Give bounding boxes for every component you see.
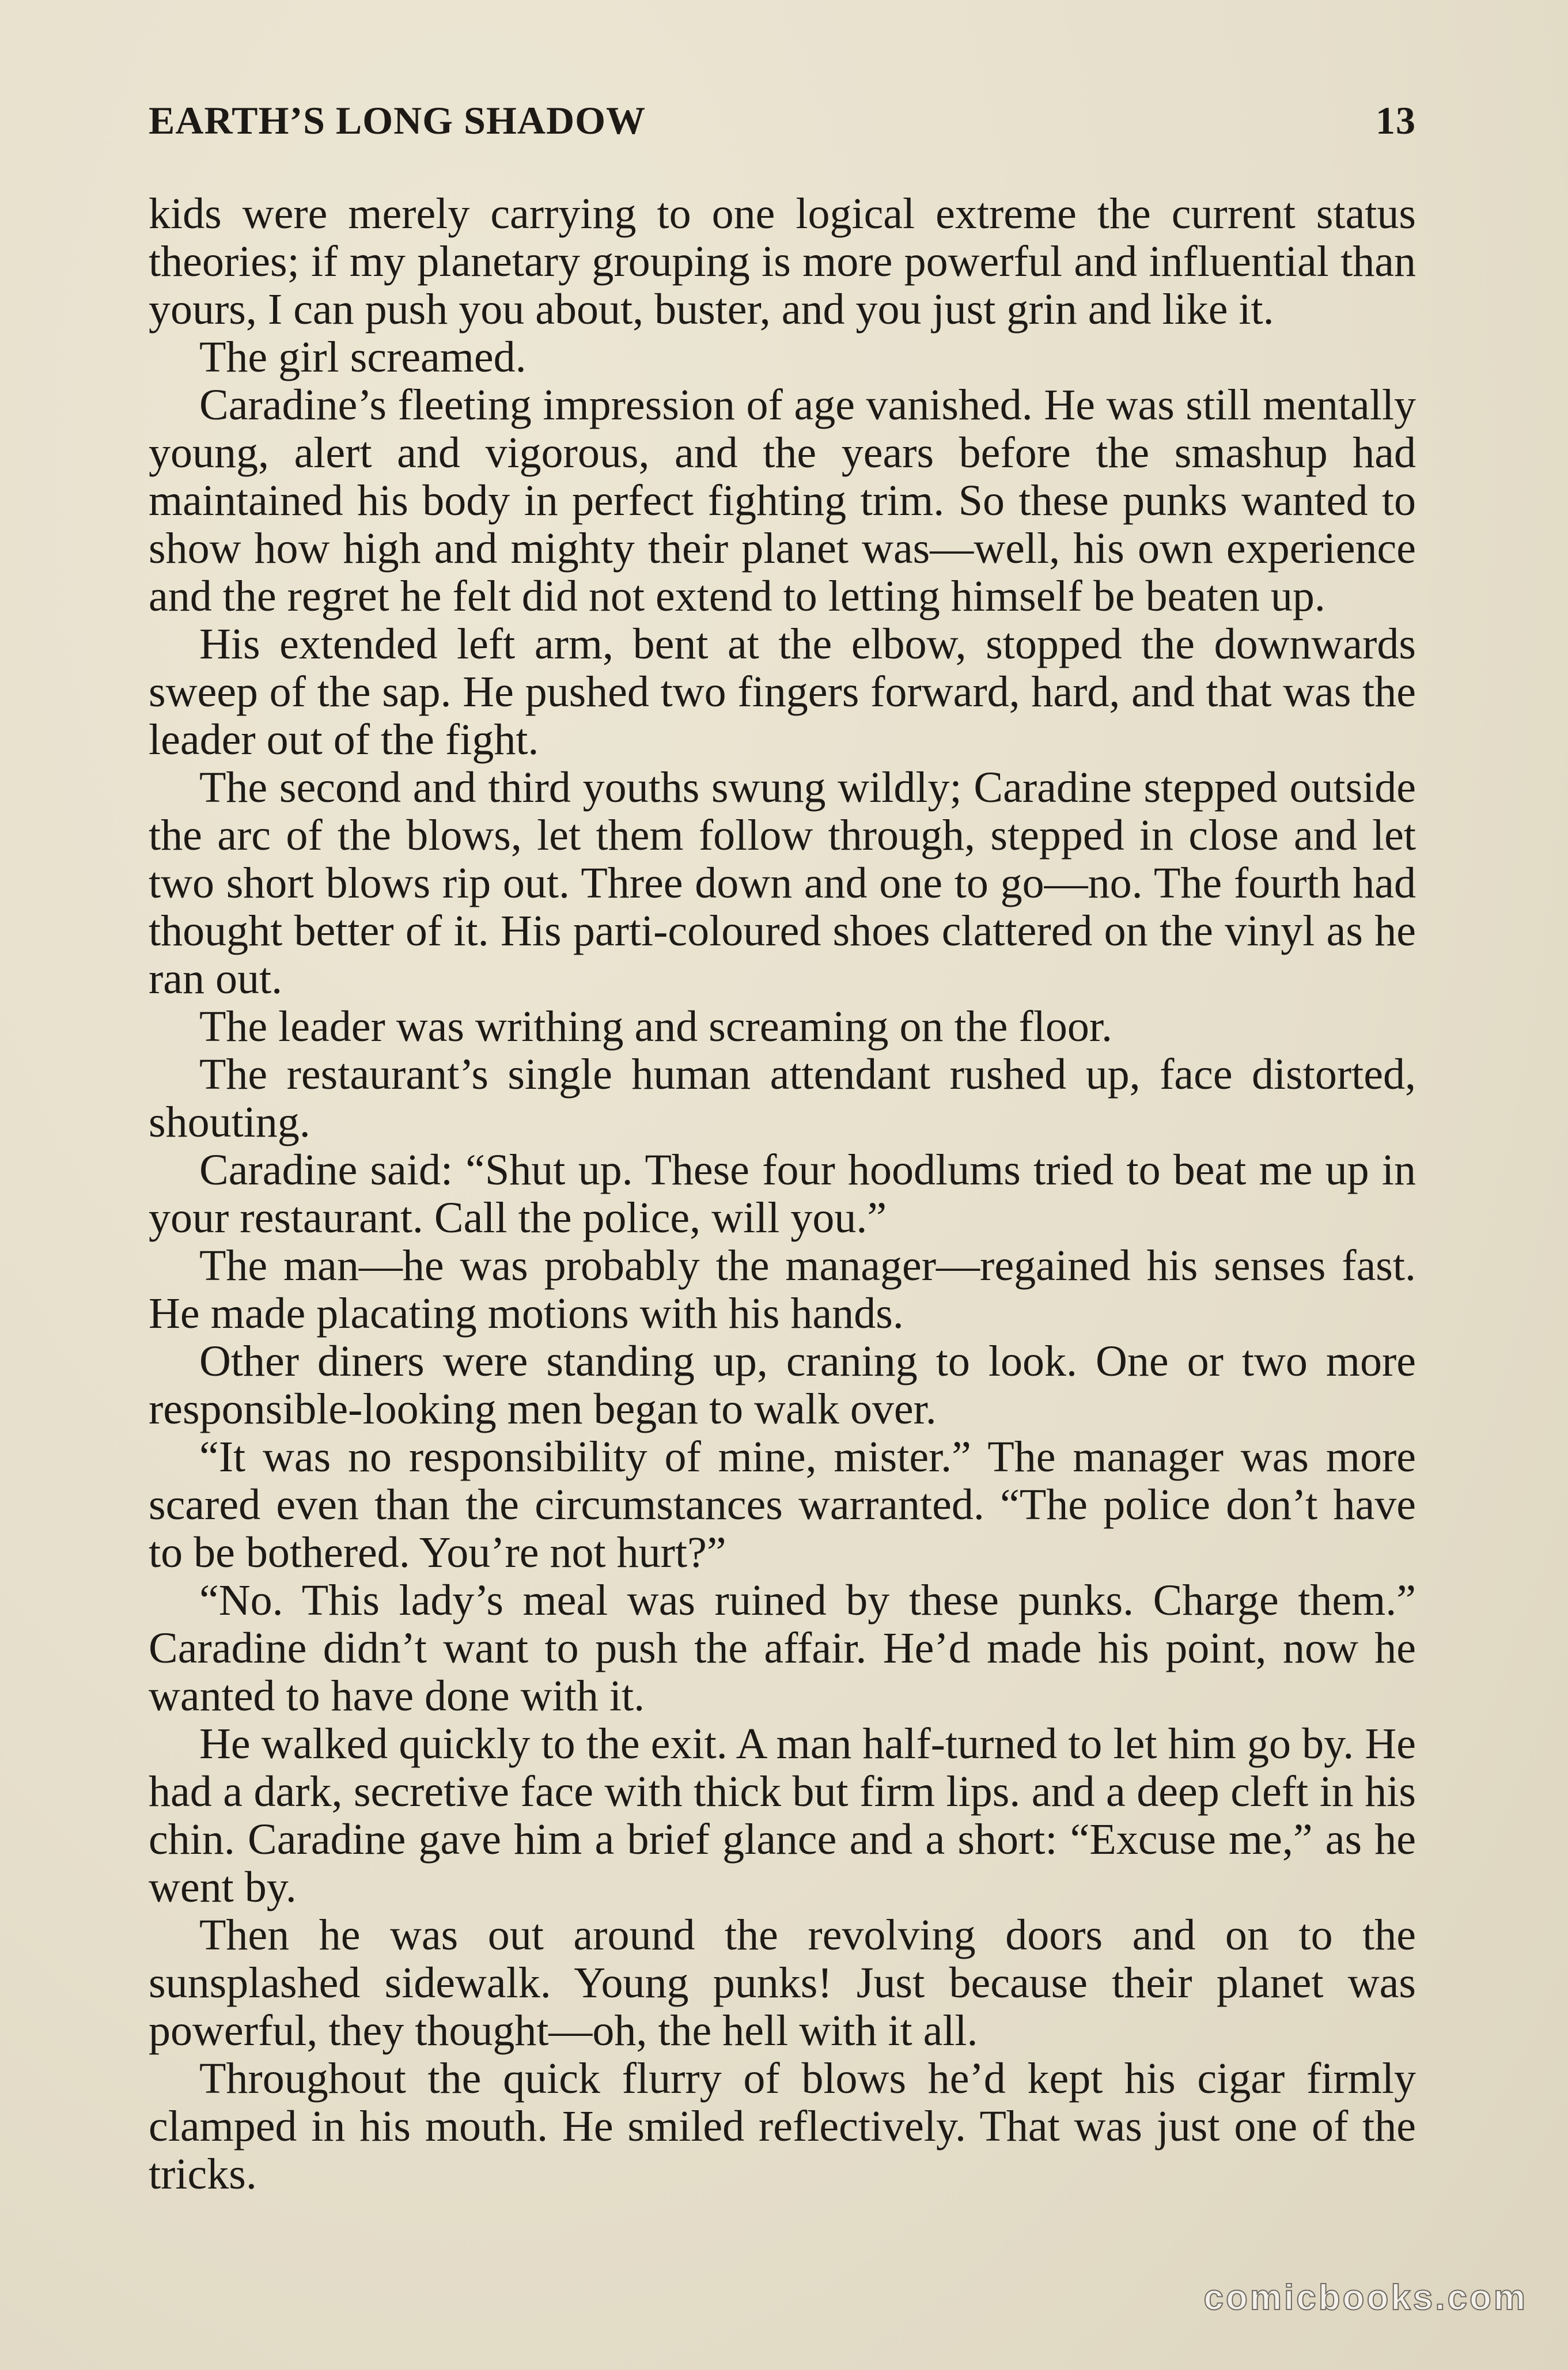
paragraph-7: The restaurant’s single human attendant rushed up, face distorted, shouting.	[149, 1050, 1416, 1146]
paragraph-3: Caradine’s fleeting impression of age vanished. He was still mentally young, alert and vigorous, and the years before the smashup had maintained his body in perfect fighting trim. So these punks wanted to show how high and mighty their planet was—well, his own experience and the regret he felt did not extend to letting himself be beaten up.	[149, 381, 1416, 620]
running-head	[149, 98, 1416, 173]
paragraph-1: kids were merely carrying to one logical extreme the current status theories; if my planetary grouping is more powerful and influential than yours, I can push you about, buster, and you just grin and like it.	[149, 190, 1416, 334]
running-title: EARTH’S LONG SHADOW	[149, 99, 646, 142]
paragraph-6: The leader was writhing and screaming on the floor.	[199, 1002, 1112, 1051]
paragraph-14: Then he was out around the revolving doors and on to the sunsplashed sidewalk. Young punks! Just because their planet was powerful, they thought—oh, the hell with it all.	[149, 1911, 1416, 2055]
page-number: 13	[1376, 99, 1416, 142]
paragraph-8: Caradine said: “Shut up. These four hoodlums tried to beat me up in your restaurant. Call the police, will you.”	[149, 1146, 1416, 1242]
body-text	[149, 190, 1416, 2198]
paragraph-15: Throughout the quick flurry of blows he’d kept his cigar firmly clamped in his mouth. He smiled reflectively. That was just one of the tricks.	[149, 2054, 1416, 2198]
paragraph-13: He walked quickly to the exit. A man half-turned to let him go by. He had a dark, secretive face with thick but firm lips. and a deep cleft in his chin. Caradine gave him a brief glance and a short: “Excuse me,” as he went by.	[149, 1720, 1416, 1911]
watermark: comicbooks.com	[1203, 2278, 1528, 2318]
paragraph-4: His extended left arm, bent at the elbow, stopped the downwards sweep of the sap. He pushed two fingers forward, hard, and that was the leader out of the fight.	[149, 620, 1416, 764]
paragraph-10: Other diners were standing up, craning to look. One or two more responsible-looking men began to walk over.	[149, 1337, 1416, 1433]
book-page	[149, 98, 1416, 2198]
paragraph-5: The second and third youths swung wildly; Caradine stepped outside the arc of the blows, let them follow through, stepped in close and let two short blows rip out. Three down and one to go—no. The fourth had thought better of it. His parti-coloured shoes clattered on the vinyl as he ran out.	[149, 763, 1416, 1003]
paragraph-9: The man—he was probably the manager—regained his senses fast. He made placating motions with his hands.	[149, 1241, 1416, 1338]
paragraph-12: “No. This lady’s meal was ruined by these punks. Charge them.” Caradine didn’t want to push the affair. He’d made his point, now he wanted to have done with it.	[149, 1576, 1416, 1720]
paragraph-2: The girl screamed.	[199, 333, 527, 381]
paragraph-11: “It was no responsibility of mine, mister.” The manager was more scared even than the circumstances warranted. “The police don’t have to be bothered. You’re not hurt?”	[149, 1433, 1416, 1577]
